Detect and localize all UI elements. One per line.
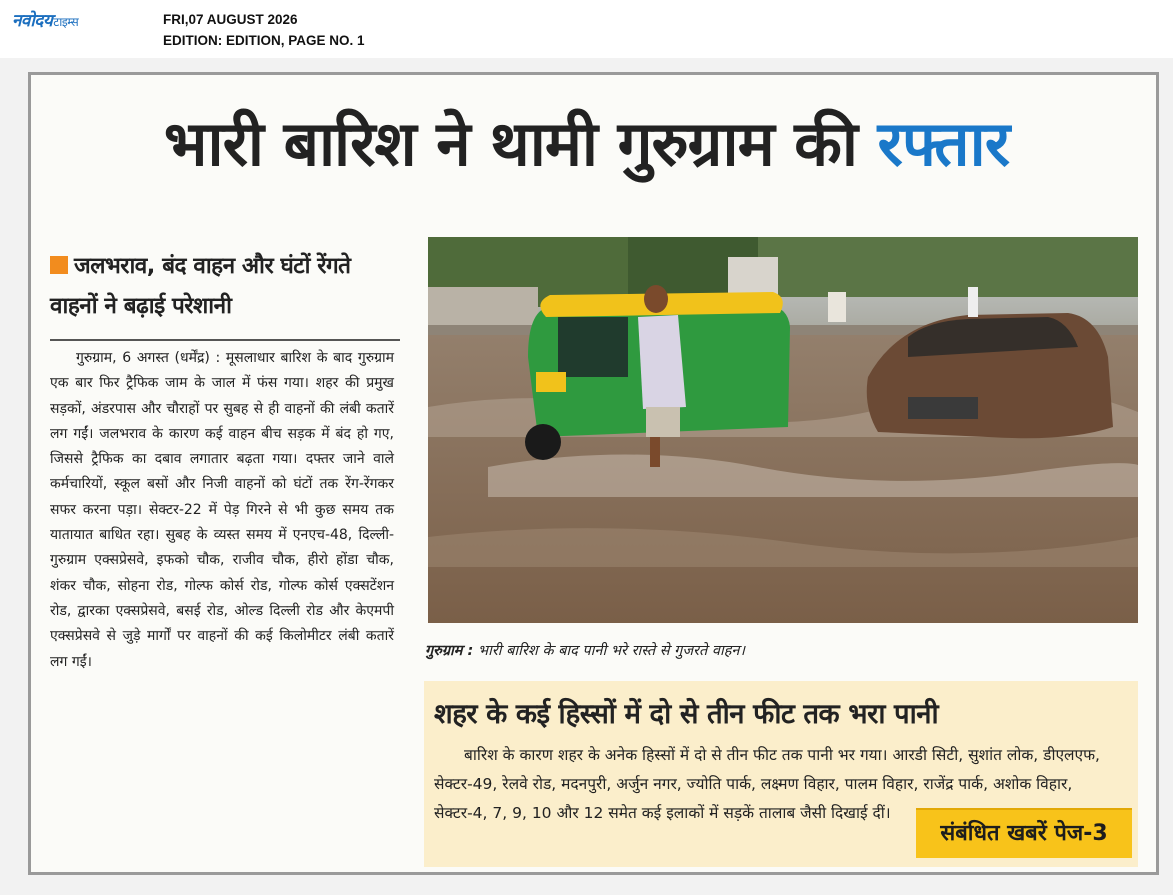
news-photo [428,237,1138,623]
edition-page: EDITION: EDITION, PAGE NO. 1 [163,33,365,48]
flooded-street-photo [428,237,1138,623]
caption-text: भारी बारिश के बाद पानी भरे रास्ते से गुजरते वाहन। [477,643,745,659]
newspaper-logo[interactable] [12,8,78,31]
logo-main: नवोदय [12,11,53,31]
square-bullet-icon [50,256,68,274]
article-body: गुरुग्राम, 6 अगस्त (धर्मेंद्र) : मूसलाधार बारिश के बाद गुरुग्राम एक बार फिर ट्रैफिक जाम के जाल में फंस गया। शहर की प्रमुख सड़कों, अंडरपास और चौराहों पर सुबह से ही वाहनों की लंबी कतारें लग गईं। जलभराव के कारण कई वाहन बीच सड़क में बंद हो गए, जिससे ट्रैफिक का दबाव लगातार बढ़ता गया। दफ्तर जाने वाले कर्मचारियों, स्कूल बसों और निजी वाहनों को घंटों तक रेंग-रेंगकर सफर करना पड़ा। सेक्टर-22 में पेड़ गिरने से भी कुछ समय तक यातायात बाधित रहा। सुबह के व्यस्त समय में एनएच-48, दिल्ली-गुरुग्राम एक्सप्रेसवे, इफको चौक, राजीव चौक, हीरो होंडा चौक, शंकर चौक, सोहना रोड, गोल्फ कोर्स रोड, गोल्फ कोर्स एक्सटेंशन रोड, द्वारका एक्सप्रेसवे, बसई रोड, ओल्ड दिल्ली रोड और केएमपी एक्सप्रेसवे से जुड़े मार्गों पर वाहनों की कई किलोमीटर लंबी कतारें लग गईं। [50,350,394,670]
article-subheadline [50,246,400,326]
photo-caption [425,640,1145,660]
subheadline-text: जलभराव, बंद वाहन और घंटों रेंगते वाहनों ने बढ़ाई परेशानी [50,253,351,319]
caption-place: गुरुग्राम : [425,643,474,659]
subheadline-divider [50,339,400,341]
sidebar-box [424,681,1138,867]
sidebar-box-text: बारिश के कारण शहर के अनेक हिस्सों में दो से तीन फीट तक पानी भर गया। आरडी सिटी, सुशांत लोक, डीएलएफ, सेक्टर-49, रेलवे रोड, मदनपुरी, अर्जुन नगर, ज्योति पार्क, लक्ष्मण विहार, पालम विहार, राजेंद्र पार्क, अशोक विहार, सेक्टर-4, 7, 9, 10 और 12 समेत कई इलाकों में सड़कें तालाब जैसी दिखाई दीं। [434,746,1100,822]
headline-accent: रफ्तार [877,107,1010,180]
headline-main: भारी बारिश ने थामी गुरुग्राम की [163,107,857,180]
edition-date: FRI,07 AUGUST 2026 [163,12,298,27]
edition-meta [163,9,365,51]
related-news-link[interactable]: संबंधित खबरें पेज-3 [916,808,1132,858]
logo-sub: टाइम्स [53,15,79,29]
sidebar-box-title: शहर के कई हिस्सों में दो से तीन फीट तक भरा पानी [434,698,939,730]
masthead-bar [0,0,1173,58]
article-headline [0,100,1173,184]
